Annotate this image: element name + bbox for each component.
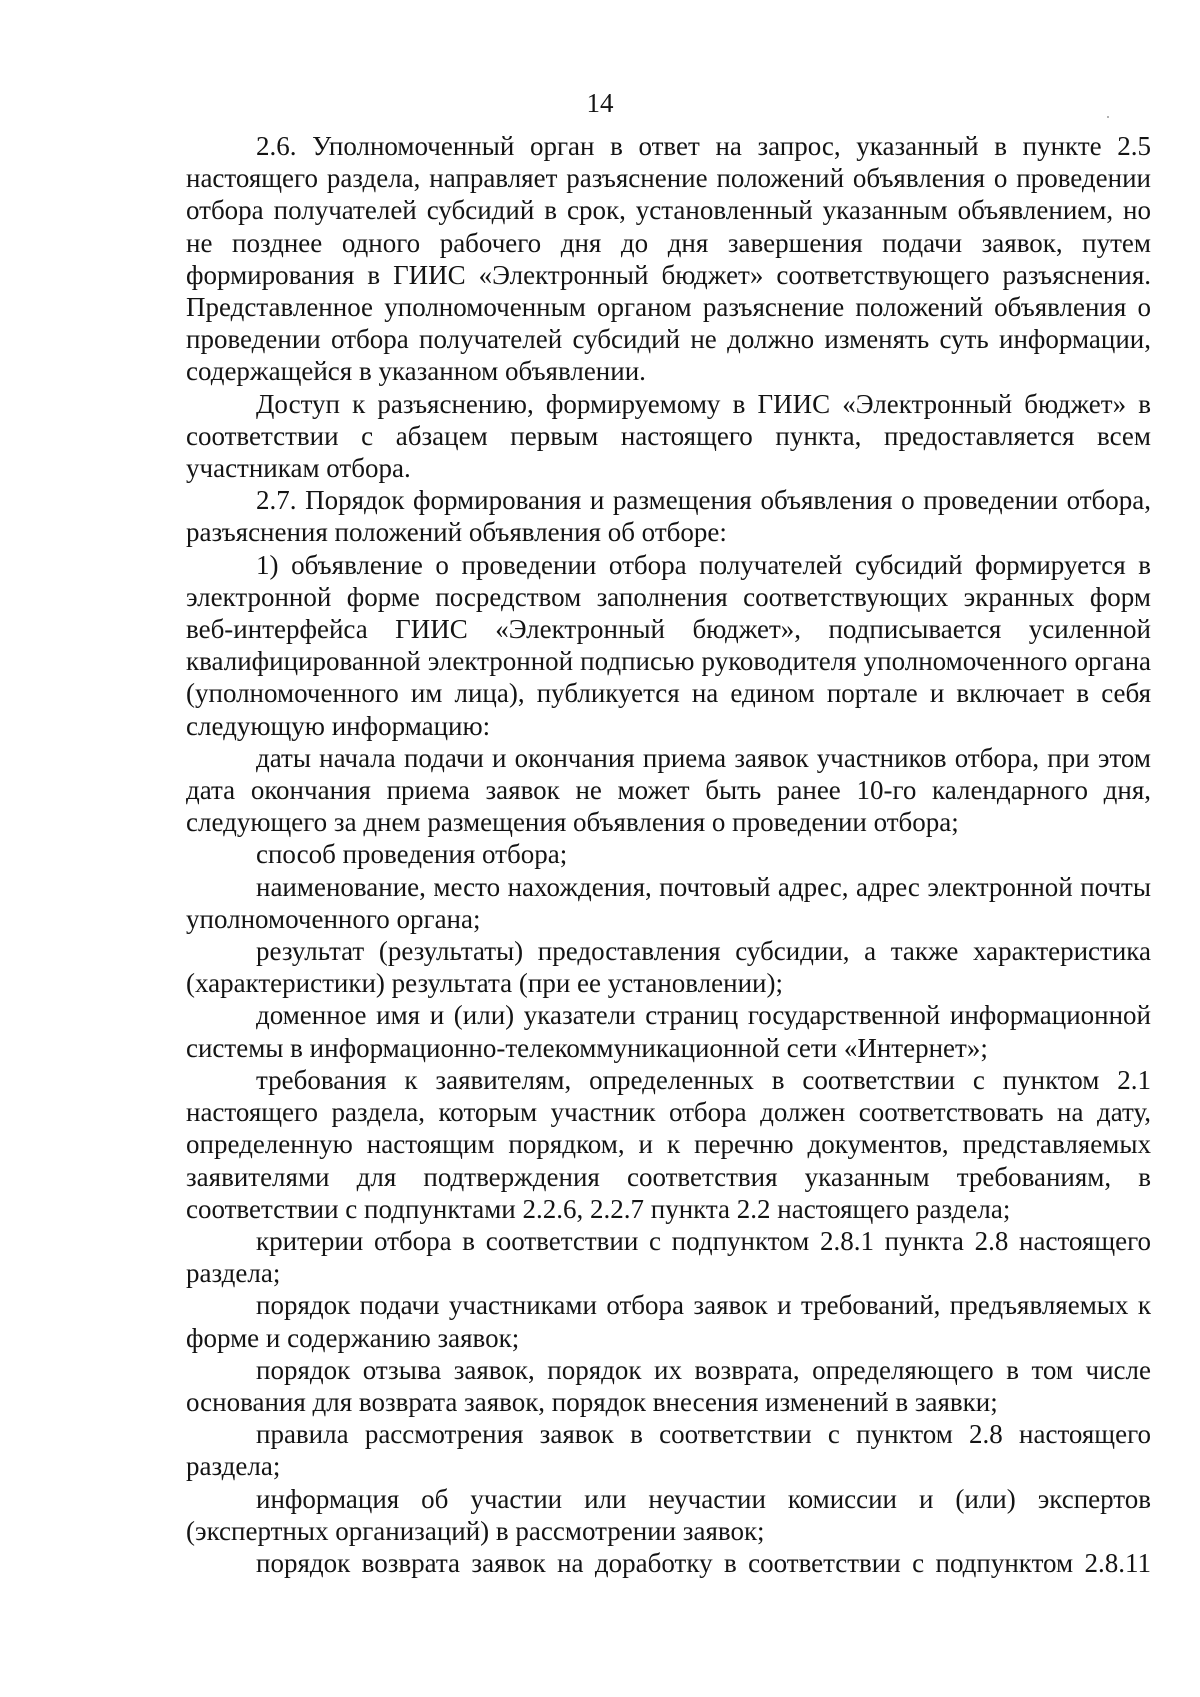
body-text	[186, 130, 1151, 1579]
paragraph-withdrawal-order: порядок отзыва заявок, порядок их возврата, определяющего в том числе основания для возврата заявок, порядок внесения изменений в заявки;	[186, 1354, 1151, 1417]
paragraph-2-6: 2.6. Уполномоченный орган в ответ на запрос, указанный в пункте 2.5 настоящего раздела, направляет разъяснение положений объявления о проведении отбора получателей субсидий в срок, установленный указанным объявлением, но не позднее одного рабочего дня до дня завершения подачи заявок, путем формирования в ГИИС «Электронный бюджет» соответствующего разъяснения. Представленное уполномоченным органом разъяснение положений объявления о проведении отбора получателей субсидий не должно изменять суть информации, содержащейся в указанном объявлении.	[186, 131, 1151, 387]
paragraph-name-address: наименование, место нахождения, почтовый адрес, адрес электронной почты уполномоченного органа;	[186, 871, 1151, 934]
paragraph-requirements: требования к заявителям, определенных в соответствии с пунктом 2.1 настоящего раздела, которым участник отбора должен соответствовать на дату, определенную настоящим порядком, и к перечню документов, представляемых заявителями для подтверждения соответствия указанным требованиям, в соответствии с подпунктами 2.2.6, 2.2.7 пункта 2.2 настоящего раздела;	[186, 1064, 1151, 1224]
paragraph-domain-name: доменное имя и (или) указатели страниц государственной информационной системы в информационно-телекоммуникационной сети «Интернет»;	[186, 1000, 1151, 1063]
paragraph-commission-participation: информация об участии или неучастии комиссии и (или) экспертов (экспертных организаций) в рассмотрении заявок;	[186, 1483, 1151, 1546]
paragraph-criteria: критерии отбора в соответствии с подпунктом 2.8.1 пункта 2.8 настоящего раздела;	[186, 1225, 1151, 1289]
paragraph-2-7-item-1: 1) объявление о проведении отбора получателей субсидий формируется в электронной форме посредством заполнения соответствующих экранных форм веб-интерфейса ГИИС «Электронный бюджет», подписывается усиленной квалифицированной электронной подписью руководителя уполномоченного органа (уполномоченного им лица), публикуется на едином портале и включает в себя следующую информацию:	[186, 549, 1151, 741]
paragraph-dates: даты начала подачи и окончания приема заявок участников отбора, при этом дата окончания приема заявок не может быть ранее 10-го календарного дня, следующего за днем размещения объявления о проведении отбора;	[186, 742, 1151, 838]
paragraph-review-rules: правила рассмотрения заявок в соответствии с пунктом 2.8 настоящего раздела;	[186, 1419, 1151, 1482]
paragraph-method: способ проведения отбора;	[256, 839, 568, 870]
scan-speck	[1107, 116, 1109, 118]
paragraph-results: результат (результаты) предоставления субсидии, а также характеристика (характеристики) результата (при ее установлении);	[186, 936, 1151, 999]
paragraph-2-7: 2.7. Порядок формирования и размещения объявления о проведении отбора, разъяснения положений объявления об отборе:	[186, 485, 1151, 548]
page-number: 14	[586, 88, 614, 118]
paragraph-return-for-revision: порядок возврата заявок на доработку в соответствии с подпунктом 2.8.11	[256, 1547, 1151, 1578]
paragraph-access-clarification: Доступ к разъяснению, формируемому в ГИИС «Электронный бюджет» в соответствии с абзацем первым настоящего пункта, предоставляется всем участникам отбора.	[186, 388, 1151, 484]
paragraph-submission-order: порядок подачи участниками отбора заявок и требований, предъявляемых к форме и содержанию заявок;	[186, 1290, 1151, 1353]
